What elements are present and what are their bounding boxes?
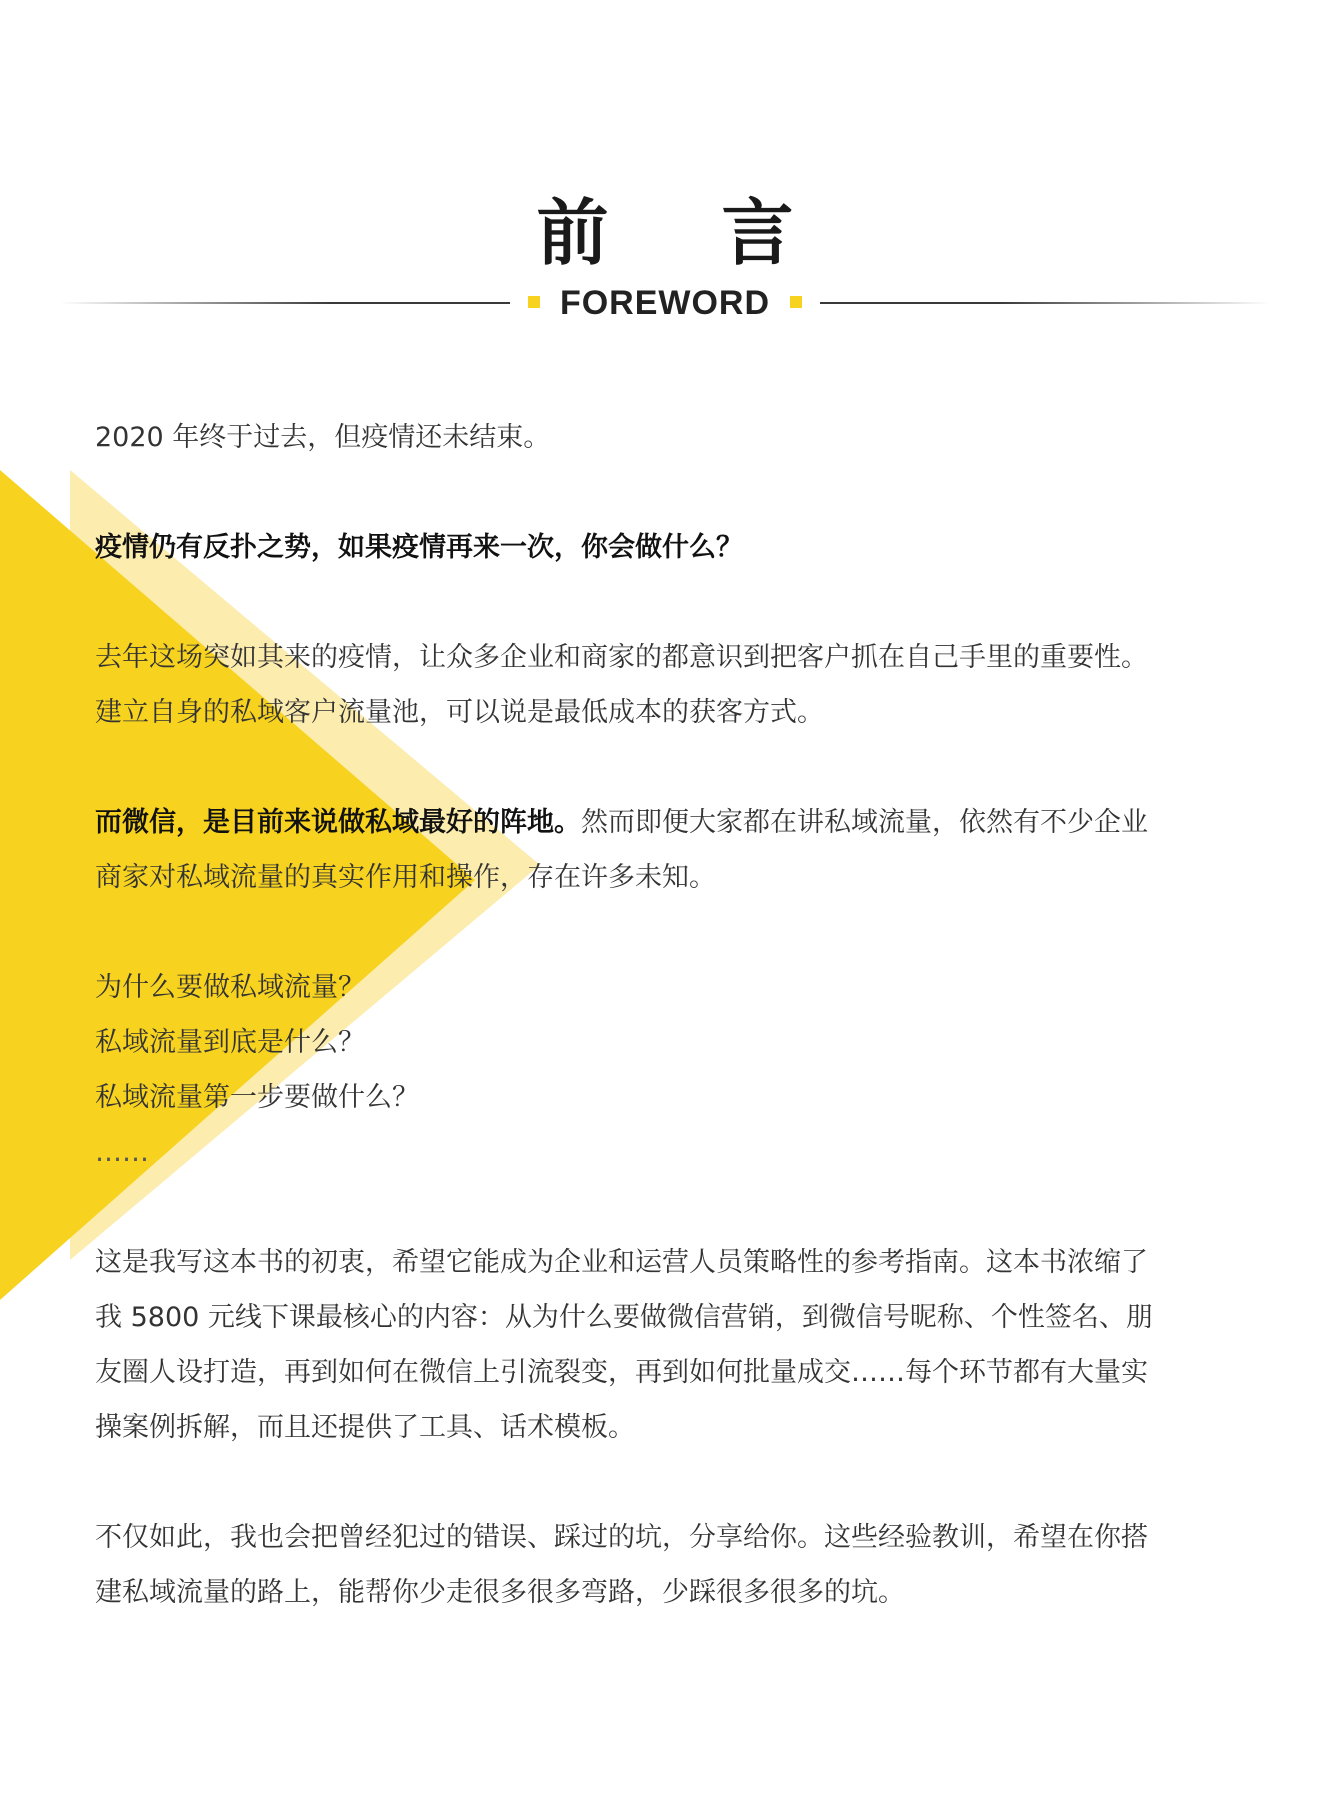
paragraph-5-line-1: 这是我写这本书的初衷，希望它能成为企业和运营人员策略性的参考指南。这本书浓缩了 bbox=[95, 1247, 1148, 1278]
paragraph-5 bbox=[95, 1235, 1245, 1455]
question-3: 私域流量第一步要做什么？ bbox=[95, 1082, 419, 1113]
foreword-body bbox=[95, 410, 1245, 1675]
paragraph-5-line-3: 友圈人设打造，再到如何在微信上引流裂变，再到如何批量成交……每个环节都有大量实 bbox=[95, 1357, 1148, 1388]
page-subtitle: FOREWORD bbox=[559, 284, 771, 322]
left-divider bbox=[60, 302, 510, 304]
question-1: 为什么要做私域流量？ bbox=[95, 972, 365, 1003]
paragraph-4-line-2: 商家对私域流量的真实作用和操作，存在许多未知。 bbox=[95, 862, 716, 893]
right-accent-square bbox=[790, 296, 802, 308]
left-accent-square bbox=[528, 296, 540, 308]
paragraph-4-bold: 而微信，是目前来说做私域最好的阵地。 bbox=[95, 807, 581, 838]
right-divider bbox=[820, 302, 1270, 304]
paragraph-2-text: 疫情仍有反扑之势，如果疫情再来一次，你会做什么？ bbox=[95, 532, 743, 563]
questions bbox=[95, 960, 1245, 1180]
paragraph-4-rest: 然而即便大家都在讲私域流量，依然有不少企业 bbox=[581, 807, 1148, 838]
ellipsis: …… bbox=[95, 1137, 149, 1168]
question-2: 私域流量到底是什么？ bbox=[95, 1027, 365, 1058]
paragraph-2 bbox=[95, 520, 1245, 575]
paragraph-3 bbox=[95, 630, 1245, 740]
paragraph-4 bbox=[95, 795, 1245, 905]
page-title: 前 言 bbox=[536, 191, 838, 275]
paragraph-4-line-1 bbox=[95, 795, 1245, 850]
paragraph-1 bbox=[95, 410, 1245, 465]
paragraph-1-text: 2020 年终于过去，但疫情还未结束。 bbox=[95, 422, 551, 453]
paragraph-5-line-2: 我 5800 元线下课最核心的内容：从为什么要做微信营销，到微信号昵称、个性签名、朋 bbox=[95, 1302, 1153, 1333]
paragraph-3-line-2: 建立自身的私域客户流量池，可以说是最低成本的获客方式。 bbox=[95, 697, 824, 728]
paragraph-3-line-1: 去年这场突如其来的疫情，让众多企业和商家的都意识到把客户抓在自己手里的重要性。 bbox=[95, 642, 1148, 673]
paragraph-6 bbox=[95, 1510, 1245, 1620]
paragraph-6-line-1: 不仅如此，我也会把曾经犯过的错误、踩过的坑，分享给你。这些经验教训，希望在你搭 bbox=[95, 1522, 1148, 1553]
paragraph-6-line-2: 建私域流量的路上，能帮你少走很多很多弯路，少踩很多很多的坑。 bbox=[95, 1577, 905, 1608]
subtitle-row bbox=[0, 278, 1330, 328]
paragraph-5-line-4: 操案例拆解，而且还提供了工具、话术模板。 bbox=[95, 1412, 635, 1443]
